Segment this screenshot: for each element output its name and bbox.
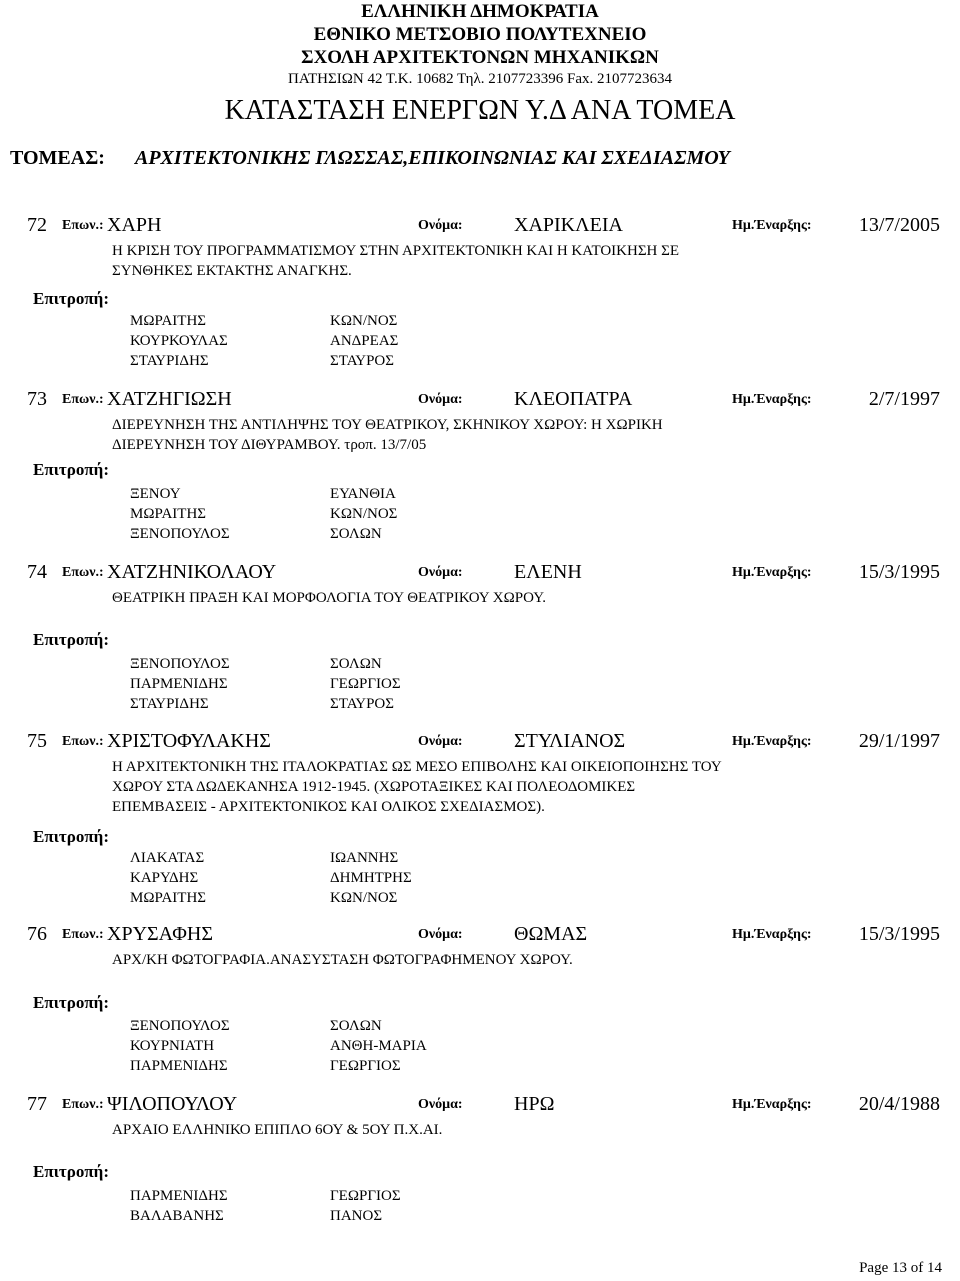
name-value: ΘΩΜΑΣ bbox=[514, 923, 588, 945]
committee-member bbox=[130, 654, 401, 674]
surname-label: Επων.: bbox=[62, 392, 104, 407]
member-firstname: ΚΩΝ/ΝΟΣ bbox=[330, 313, 398, 329]
member-firstname: ΑΝΘΗ-ΜΑΡΙΑ bbox=[330, 1038, 427, 1054]
thesis-topic bbox=[112, 588, 852, 608]
thesis-topic bbox=[112, 241, 852, 281]
start-date-value: 15/3/1995 bbox=[858, 561, 940, 583]
topic-line: ΑΡΧΑΙΟ ΕΛΛΗΝΙΚΟ ΕΠΙΠΛΟ 6ΟΥ & 5ΟΥ Π.Χ.ΑΙ. bbox=[112, 1122, 443, 1138]
member-firstname: ΓΕΩΡΓΙΟΣ bbox=[330, 1188, 401, 1204]
committee-members bbox=[130, 848, 412, 908]
member-surname: ΛΙΑΚΑΤΑΣ bbox=[130, 850, 205, 866]
committee-label: Επιτροπή: bbox=[33, 630, 109, 649]
name-label: Ονόμα: bbox=[418, 218, 463, 233]
member-firstname: ΔΗΜΗΤΡΗΣ bbox=[330, 870, 412, 886]
start-date-value: 29/1/1997 bbox=[858, 730, 940, 752]
committee-member bbox=[130, 1016, 427, 1036]
entry-number: 73 bbox=[27, 388, 47, 410]
surname-value: ΧΑΤΖΗΓΙΩΣΗ bbox=[107, 388, 232, 410]
start-date-value: 2/7/1997 bbox=[868, 388, 940, 410]
member-firstname: ΑΝΔΡΕΑΣ bbox=[330, 333, 399, 349]
member-firstname: ΓΕΩΡΓΙΟΣ bbox=[330, 1058, 401, 1074]
page-footer: Page 13 of 14 bbox=[859, 1260, 942, 1276]
member-firstname: ΣΟΛΩΝ bbox=[330, 526, 382, 542]
name-value: ΗΡΩ bbox=[514, 1093, 555, 1115]
start-date-value: 15/3/1995 bbox=[858, 923, 940, 945]
committee-member bbox=[130, 524, 397, 544]
topic-line: ΕΠΕΜΒΑΣΕΙΣ - ΑΡΧΙΤΕΚΤΟΝΙΚΟΣ ΚΑΙ ΟΛΙΚΟΣ ΣΧΕΔΙΑΣΜΟΣ). bbox=[112, 799, 545, 815]
header-country: ΕΛΛΗΝΙΚΗ ΔΗΜΟΚΡΑΤΙΑ bbox=[361, 1, 599, 22]
member-firstname: ΠΑΝΟΣ bbox=[330, 1208, 383, 1224]
member-firstname: ΣΟΛΩΝ bbox=[330, 656, 382, 672]
topic-line: ΧΩΡΟΥ ΣΤΑ ΔΩΔΕΚΑΝΗΣΑ 1912-1945. (ΧΩΡΟΤΑΞΙΚΕΣ ΚΑΙ ΠΟΛΕΟΔΟΜΙΚΕΣ bbox=[112, 779, 636, 795]
committee-members bbox=[130, 1016, 427, 1076]
committee-member bbox=[130, 848, 412, 868]
start-date-value: 13/7/2005 bbox=[858, 214, 940, 236]
document-title: ΚΑΤΑΣΤΑΣΗ ΕΝΕΡΓΩΝ Υ.Δ ΑΝΑ ΤΟΜΕΑ bbox=[224, 95, 736, 126]
committee-label: Επιτροπή: bbox=[33, 1162, 109, 1181]
member-surname: ΜΩΡΑΙΤΗΣ bbox=[130, 890, 207, 906]
surname-label: Επων.: bbox=[62, 927, 104, 942]
committee-member bbox=[130, 868, 412, 888]
thesis-topic bbox=[112, 1120, 852, 1140]
name-value: ΕΛΕΝΗ bbox=[514, 561, 582, 583]
member-surname: ΞΕΝΟΥ bbox=[130, 486, 181, 502]
thesis-topic bbox=[112, 415, 852, 455]
surname-label: Επων.: bbox=[62, 734, 104, 749]
header-school: ΣΧΟΛΗ ΑΡΧΙΤΕΚΤΟΝΩΝ ΜΗΧΑΝΙΚΩΝ bbox=[301, 47, 659, 68]
start-date-label: Ημ.Έναρξης: bbox=[732, 1097, 812, 1112]
committee-member bbox=[130, 888, 412, 908]
member-surname: ΣΤΑΥΡΙΔΗΣ bbox=[130, 696, 209, 712]
name-value: ΣΤΥΛΙΑΝΟΣ bbox=[514, 730, 626, 752]
surname-value: ΧΡΥΣΑΦΗΣ bbox=[107, 923, 213, 945]
entry-number: 77 bbox=[27, 1093, 47, 1115]
member-firstname: ΣΤΑΥΡΟΣ bbox=[330, 696, 394, 712]
name-label: Ονόμα: bbox=[418, 734, 463, 749]
member-firstname: ΣΟΛΩΝ bbox=[330, 1018, 382, 1034]
committee-member bbox=[130, 694, 401, 714]
committee-member bbox=[130, 1186, 401, 1206]
committee-member bbox=[130, 351, 398, 371]
surname-value: ΧΑΡΗ bbox=[107, 214, 162, 236]
committee-members bbox=[130, 1186, 401, 1226]
start-date-value: 20/4/1988 bbox=[858, 1093, 940, 1115]
start-date-label: Ημ.Έναρξης: bbox=[732, 734, 812, 749]
name-label: Ονόμα: bbox=[418, 1097, 463, 1112]
committee-member bbox=[130, 504, 397, 524]
member-surname: ΠΑΡΜΕΝΙΔΗΣ bbox=[130, 1058, 228, 1074]
committee-member bbox=[130, 674, 401, 694]
committee-members bbox=[130, 654, 401, 714]
committee-label: Επιτροπή: bbox=[33, 460, 109, 479]
committee-label: Επιτροπή: bbox=[33, 289, 109, 308]
document-header bbox=[0, 0, 960, 128]
committee-label: Επιτροπή: bbox=[33, 993, 109, 1012]
member-firstname: ΙΩΑΝΝΗΣ bbox=[330, 850, 399, 866]
committee-member bbox=[130, 1206, 401, 1226]
member-surname: ΚΟΥΡΚΟΥΛΑΣ bbox=[130, 333, 228, 349]
surname-value: ΨΙΛΟΠΟΥΛΟΥ bbox=[107, 1093, 238, 1115]
entry-number: 72 bbox=[27, 214, 47, 236]
topic-line: ΘΕΑΤΡΙΚΗ ΠΡΑΞΗ ΚΑΙ ΜΟΡΦΟΛΟΓΙΑ ΤΟΥ ΘΕΑΤΡΙΚΟΥ ΧΩΡΟΥ. bbox=[112, 590, 546, 606]
topic-line: ΔΙΕΡΕΥΝΗΣΗ ΤΟΥ ΔΙΘΥΡΑΜΒΟΥ. τροπ. 13/7/05 bbox=[112, 437, 427, 453]
start-date-label: Ημ.Έναρξης: bbox=[732, 927, 812, 942]
member-surname: ΞΕΝΟΠΟΥΛΟΣ bbox=[130, 526, 230, 542]
header-university: ΕΘΝΙΚΟ ΜΕΤΣΟΒΙΟ ΠΟΛΥΤΕΧΝΕΙΟ bbox=[313, 24, 647, 45]
committee-member bbox=[130, 484, 397, 504]
member-surname: ΠΑΡΜΕΝΙΔΗΣ bbox=[130, 1188, 228, 1204]
member-surname: ΜΩΡΑΙΤΗΣ bbox=[130, 506, 207, 522]
start-date-label: Ημ.Έναρξης: bbox=[732, 565, 812, 580]
surname-label: Επων.: bbox=[62, 218, 104, 233]
topic-line: ΔΙΕΡΕΥΝΗΣΗ ΤΗΣ ΑΝΤΙΛΗΨΗΣ ΤΟΥ ΘΕΑΤΡΙΚΟΥ, ΣΚΗΝΙΚΟΥ ΧΩΡΟΥ: Η ΧΩΡΙΚΗ bbox=[112, 417, 663, 433]
surname-value: ΧΡΙΣΤΟΦΥΛΑΚΗΣ bbox=[107, 730, 271, 752]
member-firstname: ΚΩΝ/ΝΟΣ bbox=[330, 890, 398, 906]
thesis-topic bbox=[112, 950, 852, 970]
committee-member bbox=[130, 1056, 427, 1076]
committee-member bbox=[130, 311, 398, 331]
member-surname: ΚΟΥΡΝΙΑΤΗ bbox=[130, 1038, 215, 1054]
surname-label: Επων.: bbox=[62, 1097, 104, 1112]
topic-line: Η ΑΡΧΙΤΕΚΤΟΝΙΚΗ ΤΗΣ ΙΤΑΛΟΚΡΑΤΙΑΣ ΩΣ ΜΕΣΟ ΕΠΙΒΟΛΗΣ ΚΑΙ ΟΙΚΕΙΟΠΟΙΗΣΗΣ ΤΟΥ bbox=[112, 759, 722, 775]
member-firstname: ΚΩΝ/ΝΟΣ bbox=[330, 506, 398, 522]
committee-label: Επιτροπή: bbox=[33, 827, 109, 846]
committee-members bbox=[130, 484, 397, 544]
name-value: ΧΑΡΙΚΛΕΙΑ bbox=[514, 214, 623, 236]
topic-line: ΑΡΧ/ΚΗ ΦΩΤΟΓΡΑΦΙΑ.ΑΝΑΣΥΣΤΑΣΗ ΦΩΤΟΓΡΑΦΗΜΕΝΟΥ ΧΩΡΟΥ. bbox=[112, 952, 573, 968]
member-surname: ΒΑΛΑΒΑΝΗΣ bbox=[130, 1208, 224, 1224]
name-label: Ονόμα: bbox=[418, 565, 463, 580]
name-label: Ονόμα: bbox=[418, 927, 463, 942]
entry-number: 74 bbox=[27, 561, 47, 583]
start-date-label: Ημ.Έναρξης: bbox=[732, 218, 812, 233]
sector-label: ΤΟΜΕΑΣ: bbox=[10, 147, 105, 169]
member-surname: ΠΑΡΜΕΝΙΔΗΣ bbox=[130, 676, 228, 692]
name-value: ΚΛΕΟΠΑΤΡΑ bbox=[514, 388, 633, 410]
start-date-label: Ημ.Έναρξης: bbox=[732, 392, 812, 407]
thesis-topic bbox=[112, 757, 852, 817]
committee-members bbox=[130, 311, 398, 371]
topic-line: Η ΚΡΙΣΗ ΤΟΥ ΠΡΟΓΡΑΜΜΑΤΙΣΜΟΥ ΣΤΗΝ ΑΡΧΙΤΕΚΤΟΝΙΚΗ ΚΑΙ Η ΚΑΤΟΙΚΗΣΗ ΣΕ bbox=[112, 243, 680, 259]
member-surname: ΞΕΝΟΠΟΥΛΟΣ bbox=[130, 1018, 230, 1034]
sector-name: ΑΡΧΙΤΕΚΤΟΝΙΚΗΣ ΓΛΩΣΣΑΣ,ΕΠΙΚΟΙΝΩΝΙΑΣ ΚΑΙ ΣΧΕΔΙΑΣΜΟΥ bbox=[135, 147, 730, 169]
entry-number: 75 bbox=[27, 730, 47, 752]
committee-member bbox=[130, 331, 398, 351]
member-surname: ΜΩΡΑΙΤΗΣ bbox=[130, 313, 207, 329]
surname-label: Επων.: bbox=[62, 565, 104, 580]
member-surname: ΚΑΡΥΔΗΣ bbox=[130, 870, 199, 886]
member-firstname: ΓΕΩΡΓΙΟΣ bbox=[330, 676, 401, 692]
member-surname: ΞΕΝΟΠΟΥΛΟΣ bbox=[130, 656, 230, 672]
surname-value: ΧΑΤΖΗΝΙΚΟΛΑΟΥ bbox=[107, 561, 277, 583]
member-firstname: ΣΤΑΥΡΟΣ bbox=[330, 353, 394, 369]
name-label: Ονόμα: bbox=[418, 392, 463, 407]
entry-number: 76 bbox=[27, 923, 47, 945]
topic-line: ΣΥΝΘΗΚΕΣ ΕΚΤΑΚΤΗΣ ΑΝΑΓΚΗΣ. bbox=[112, 263, 352, 279]
member-surname: ΣΤΑΥΡΙΔΗΣ bbox=[130, 353, 209, 369]
member-firstname: ΕΥΑΝΘΙΑ bbox=[330, 486, 396, 502]
committee-member bbox=[130, 1036, 427, 1056]
header-address: ΠΑΤΗΣΙΩΝ 42 Τ.Κ. 10682 Τηλ. 2107723396 Fax. 2107723634 bbox=[287, 71, 673, 87]
